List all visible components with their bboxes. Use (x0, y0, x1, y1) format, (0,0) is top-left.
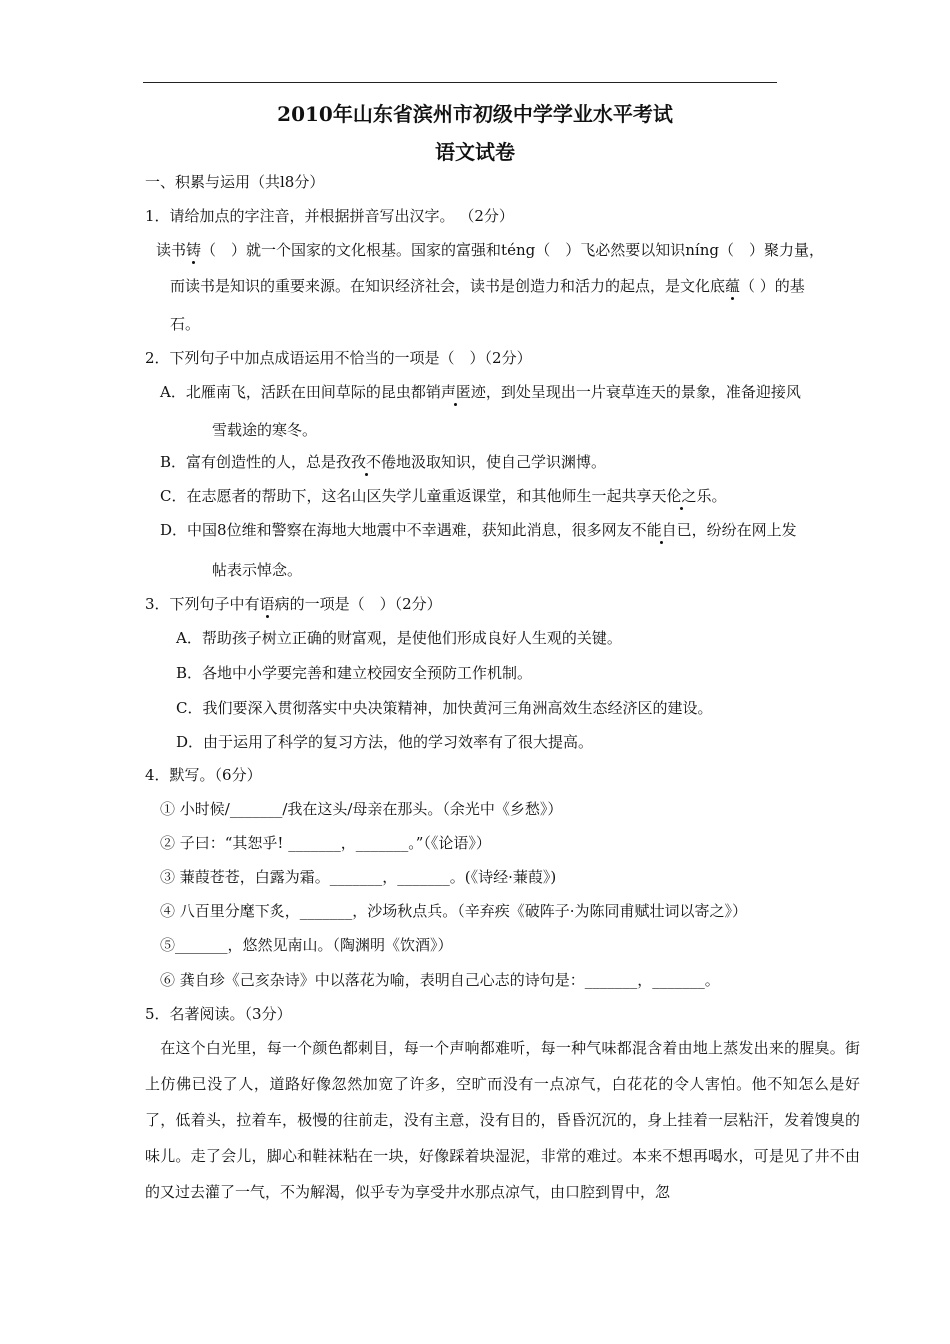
q1-line-1: 读书铸（ ）就一个国家的文化根基。国家的富强和téng（ ）飞必然要以知识níng（ ）聚力量， (156, 241, 824, 259)
q2-option-a: A．北雁南飞，活跃在田间草际的昆虫都销声匿迹，到处呈现出一片衰草连天的景象，准备迎接风 (160, 383, 801, 401)
q4-item-5: ⑤_______，悠然见南山。（陶渊明《饮酒》） (160, 936, 453, 954)
q2-option-a-cont: 雪载途的寒冬。 (212, 421, 318, 439)
q4-item-4: ④ 八百里分麾下炙，_______，沙场秋点兵。（辛弃疾《破阵子·为陈同甫赋壮词以寄之》） (160, 902, 748, 920)
q3-option-a: A．帮助孩子树立正确的财富观，是使他们形成良好人生观的关键。 (176, 629, 622, 647)
dotted-idiom: 天伦之乐 (651, 487, 712, 505)
exam-subtitle: 语文试卷 (435, 140, 515, 164)
q4-item-2: ② 子曰：“其恕乎! _______，_______。”（《论语》） (160, 834, 491, 852)
dotted-idiom: 销声匿迹 (425, 383, 486, 401)
q3-stem: 3．下列句子中有语病的一项是（ ）（2分） (145, 595, 442, 613)
exam-title: 2010年山东省滨州市初级中学学业水平考试 (277, 102, 673, 126)
q1-line-2: 而读书是知识的重要来源。在知识经济社会，读书是创造力和活力的起点，是文化底蕴（ ）的基 (170, 277, 805, 295)
section-heading: 一、积累与运用（共l8分） (145, 173, 325, 191)
q2-option-c: C．在志愿者的帮助下，这名山区失学儿童重返课堂，和其他师生一起共享天伦之乐。 (160, 487, 727, 505)
dotted-words: 有语病 (244, 595, 290, 613)
q3-option-d: D．由于运用了科学的复习方法，他的学习效率有了很大提高。 (176, 733, 594, 751)
q5-stem: 5．名著阅读。（3分） (145, 1005, 292, 1023)
dotted-idiom: 孜孜不倦 (336, 453, 397, 471)
q2-option-d-cont: 帖表示悼念。 (212, 561, 303, 579)
q3-option-c: C．我们要深入贯彻落实中央决策精神，加快黄河三角洲高效生态经济区的建设。 (176, 699, 713, 717)
q4-item-6: ⑥ 龚自珍《己亥杂诗》中以落花为喻，表明自己心志的诗句是：_______，_______。 (160, 971, 720, 989)
q1-line-3: 石。 (170, 315, 201, 333)
dotted-char: 铸 (186, 241, 202, 259)
q2-option-d: D．中国8位维和警察在海地大地震中不幸遇难，获知此消息，很多网友不能自已，纷纷在网上发 (160, 521, 797, 539)
q5-passage: 在这个白光里，每一个颜色都刺目，每一个声响都难听，每一种气味都混含着由地上蒸发出来的腥臭。街上仿佛已没了人，道路好像忽然加宽了许多，空旷而没有一点凉气，白花花的令人害怕。他不知怎么是好了，低着头，拉着车，极慢的往前走，没有主意，没有目的，昏昏沉沉的，身上挂着一层粘汗，发着馊臭的味儿。走了会儿，脚心和鞋袜粘在一块，好像踩着块湿泥，非常的难过。本来不想再喝水，可是见了井不由的又过去灌了一气，不为解渴，似乎专为享受井水那点凉气，由口腔到胃中，忽 (145, 1039, 860, 1201)
q3-option-b: B．各地中小学要完善和建立校园安全预防工作机制。 (176, 664, 533, 682)
q4-item-3: ③ 蒹葭苍苍，白露为霜。_______，_______。(《诗经·蒹葭》) (160, 868, 557, 886)
q2-stem: 2．下列句子中加点成语运用不恰当的一项是（ ）（2分） (145, 349, 532, 367)
header-rule (143, 82, 777, 83)
q2-option-b: B．富有创造性的人，总是孜孜不倦地汲取知识，使自己学识渊博。 (160, 453, 607, 471)
dotted-idiom: 不能自已 (631, 521, 692, 539)
dotted-char: 蕴 (725, 277, 741, 295)
q4-item-1: ① 小时候/_______/我在这头/母亲在那头。（余光中《乡愁》） (160, 800, 563, 818)
q4-stem: 4．默写。（6分） (145, 766, 262, 784)
q1-stem: 1．请给加点的字注音，并根据拼音写出汉字。 （2分） (145, 207, 514, 225)
